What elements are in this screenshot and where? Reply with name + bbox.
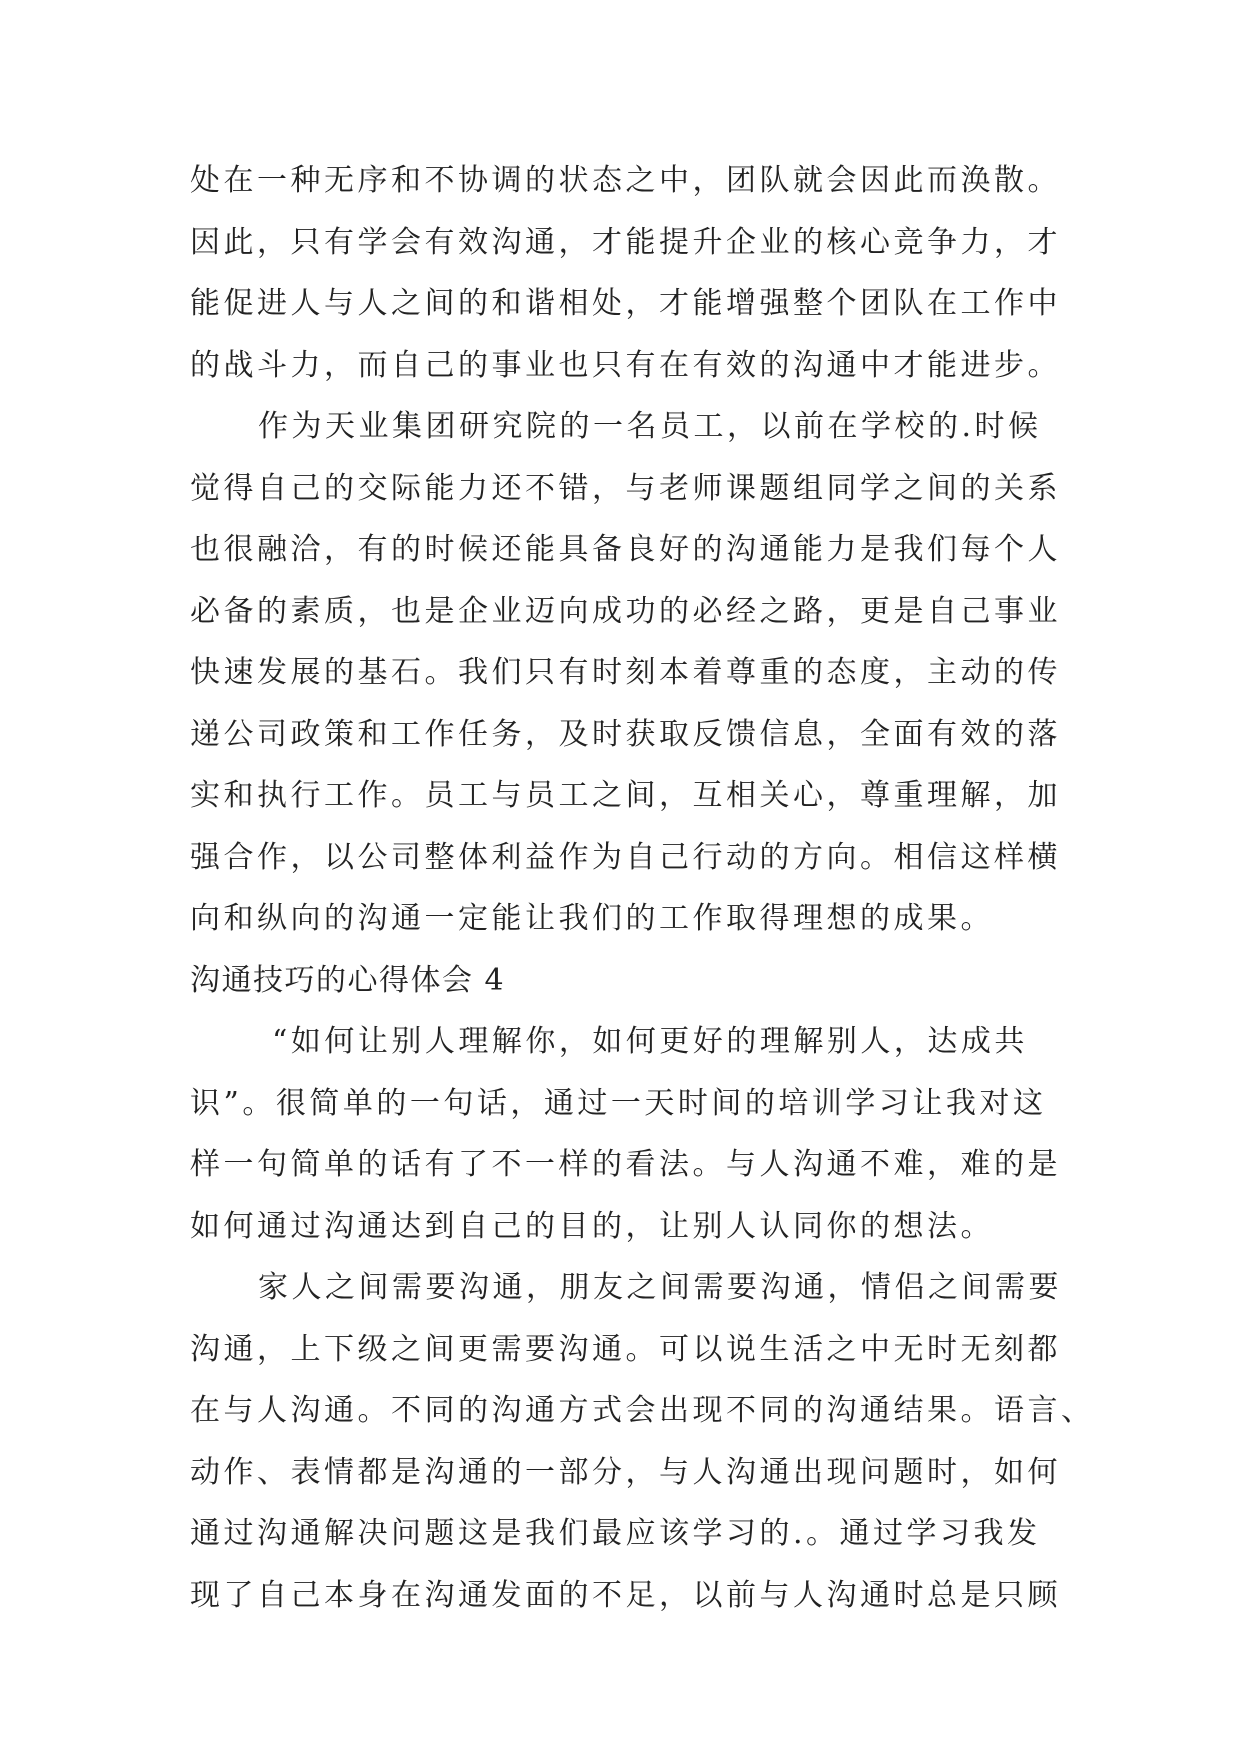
text-line: 如何通过沟通达到自己的目的，让别人认同你的想法。 — [190, 1208, 994, 1244]
text-line: 因此，只有学会有效沟通，才能提升企业的核心竞争力，才 — [190, 224, 1061, 260]
text-line: 动作、表情都是沟通的一部分，与人沟通出现问题时，如何 — [190, 1454, 1061, 1490]
text-line: 能促进人与人之间的和谐相处，才能增强整个团队在工作中 — [190, 286, 1061, 321]
text-line: 通过沟通解决问题这是我们最应该学习的.。通过学习我发 — [190, 1516, 1041, 1551]
paragraph-start-line: “如何让别人理解你，如何更好的理解别人，达成共 — [272, 1024, 1028, 1059]
text-line: 必备的素质，也是企业迈向成功的必经之路，更是自己事业 — [190, 593, 1061, 629]
text-line: 识”。很简单的一句话，通过一天时间的培训学习让我对这 — [190, 1085, 1047, 1121]
document-body — [190, 150, 1095, 1626]
text-line: 快速发展的基石。我们只有时刻本着尊重的态度，主动的传 — [190, 655, 1061, 690]
text-line: 向和纵向的沟通一定能让我们的工作取得理想的成果。 — [190, 901, 994, 936]
text-line: 的战斗力，而自己的事业也只有在有效的沟通中才能进步。 — [190, 347, 1061, 383]
text-line: 现了自己本身在沟通发面的不足，以前与人沟通时总是只顾 — [190, 1577, 1061, 1613]
text-line: 处在一种无序和不协调的状态之中，团队就会因此而涣散。 — [190, 163, 1061, 198]
text-line: 强合作，以公司整体利益作为自己行动的方向。相信这样横 — [190, 839, 1061, 875]
text-line: 觉得自己的交际能力还不错，与老师课题组同学之间的关系 — [190, 470, 1061, 506]
section-heading: 沟通技巧的心得体会 4 — [190, 962, 506, 998]
text-line: 沟通，上下级之间更需要沟通。可以说生活之中无时无刻都 — [190, 1331, 1061, 1367]
text-line: 递公司政策和工作任务，及时获取反馈信息，全面有效的落 — [190, 716, 1061, 752]
text-line: 在与人沟通。不同的沟通方式会出现不同的沟通结果。语言、 — [190, 1393, 1095, 1428]
text-line: 实和执行工作。员工与员工之间，互相关心，尊重理解，加 — [190, 778, 1061, 813]
paragraph-start-line: 作为天业集团研究院的一名员工，以前在学校的.时候 — [258, 409, 1042, 444]
text-line: 也很融洽，有的时候还能具备良好的沟通能力是我们每个人 — [190, 532, 1061, 567]
paragraph-start-line: 家人之间需要沟通，朋友之间需要沟通，情侣之间需要 — [258, 1270, 1062, 1305]
text-line: 样一句简单的话有了不一样的看法。与人沟通不难，难的是 — [190, 1147, 1061, 1182]
